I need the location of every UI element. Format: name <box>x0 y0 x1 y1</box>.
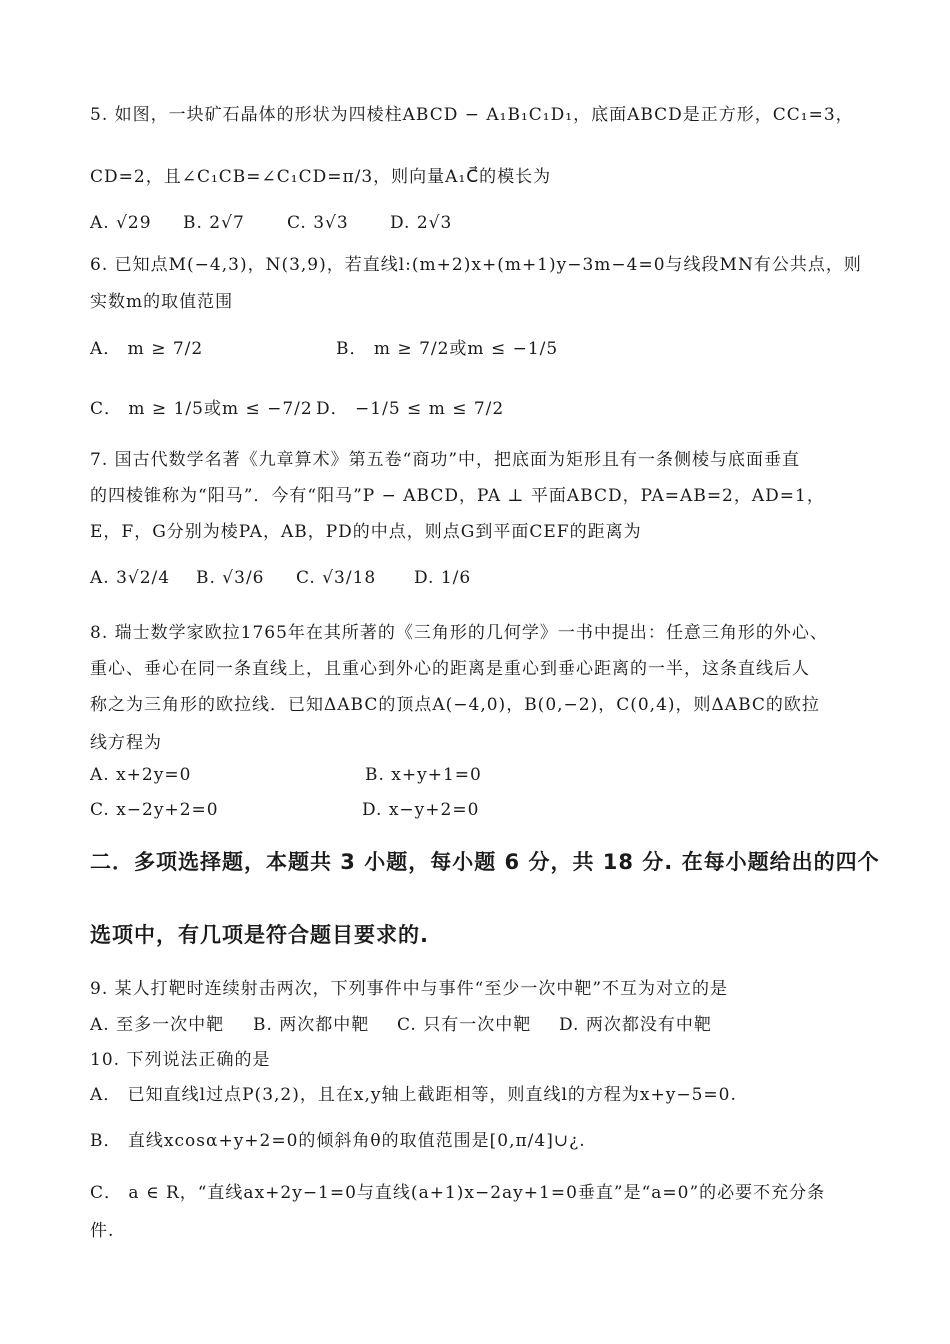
q8-option-b: B. x+y+1=0 <box>365 765 482 785</box>
q6-line1: 6. 已知点M(−4,3)，N(3,9)，若直线l:(m+2)x+(m+1)y−3m−4=0与线段MN有公共点，则 <box>90 255 862 275</box>
q6-option-b: B． m ≥ 7/2或m ≤ −1/5 <box>336 339 559 359</box>
q7-option-d: D. 1/6 <box>414 568 472 588</box>
q5-option-b: B. 2√7 <box>183 213 245 233</box>
q10-line1: 10. 下列说法正确的是 <box>90 1050 271 1070</box>
q5-line1: 5. 如图，一块矿石晶体的形状为四棱柱ABCD − A₁B₁C₁D₁，底面ABCD是正方形，CC₁=3， <box>90 105 854 125</box>
q9-option-d: D. 两次都没有中靶 <box>559 1015 712 1035</box>
q7-option-a: A. 3√2/4 <box>90 568 171 588</box>
q8-option-d: D. x−y+2=0 <box>362 800 480 820</box>
q8-option-a: A. x+2y=0 <box>90 765 192 785</box>
q9-option-a: A. 至多一次中靶 <box>90 1015 225 1035</box>
q5-option-d: D. 2√3 <box>390 213 453 233</box>
q9-line1: 9. 某人打靶时连续射击两次，下列事件中与事件“至少一次中靶”不互为对立的是 <box>90 979 729 999</box>
section2-heading-line2: 选项中，有几项是符合题目要求的. <box>90 923 429 947</box>
q7-line2: 的四棱锥称为“阳马”．今有“阳马”P − ABCD，PA ⊥ 平面ABCD，PA=AB=2，AD=1， <box>90 486 825 506</box>
q10-option-c-cont: 件. <box>90 1221 115 1241</box>
q6-line2: 实数m的取值范围 <box>90 292 234 312</box>
q8-line2: 重心、垂心在同一条直线上，且重心到外心的距离是重心到垂心距离的一半，这条直线后人 <box>90 659 810 679</box>
q5-line2: CD=2，且∠C₁CB=∠C₁CD=π/3，则向量A₁C⃗的模长为 <box>90 167 552 187</box>
q10-option-a: A． 已知直线l过点P(3,2)，且在x,y轴上截距相等，则直线l的方程为x+y−5=0. <box>90 1085 737 1105</box>
q6-option-d: D． −1/5 ≤ m ≤ 7/2 <box>316 399 505 419</box>
q7-option-b: B. √3/6 <box>196 568 265 588</box>
q5-option-a: A. √29 <box>90 213 152 233</box>
q9-option-b: B. 两次都中靶 <box>253 1015 370 1035</box>
q7-option-c: C. √3/18 <box>296 568 377 588</box>
q7-line1: 7. 国古代数学名著《九章算术》第五卷“商功”中，把底面为矩形且有一条侧棱与底面垂直 <box>90 450 801 470</box>
q8-line1: 8. 瑞士数学家欧拉1765年在其所著的《三角形的几何学》一书中提出：任意三角形的外心、 <box>90 623 828 643</box>
q8-option-c: C. x−2y+2=0 <box>90 800 219 820</box>
q6-option-a: A． m ≥ 7/2 <box>90 339 204 359</box>
q5-option-c: C. 3√3 <box>287 213 349 233</box>
q10-option-c: C． a ∈ R，“直线ax+2y−1=0与直线(a+1)x−2ay+1=0垂直”是“a=0”的必要不充分条 <box>90 1183 826 1203</box>
q6-option-c: C． m ≥ 1/5或m ≤ −7/2 <box>90 399 313 419</box>
q9-option-c: C. 只有一次中靶 <box>397 1015 532 1035</box>
section2-heading-line1: 二．多项选择题，本题共 3 小题，每小题 6 分，共 18 分. 在每小题给出的四个 <box>90 850 880 874</box>
q10-option-b: B． 直线xcosα+y+2=0的倾斜角θ的取值范围是[0,π/4]∪¿. <box>90 1131 586 1151</box>
q7-line3: E，F，G分别为棱PA，AB，PD的中点，则点G到平面CEF的距离为 <box>90 522 642 542</box>
q8-line3: 称之为三角形的欧拉线．已知ΔABC的顶点A(−4,0)，B(0,−2)，C(0,4)，则ΔABC的欧拉 <box>90 695 820 715</box>
q8-line4: 线方程为 <box>90 733 162 753</box>
